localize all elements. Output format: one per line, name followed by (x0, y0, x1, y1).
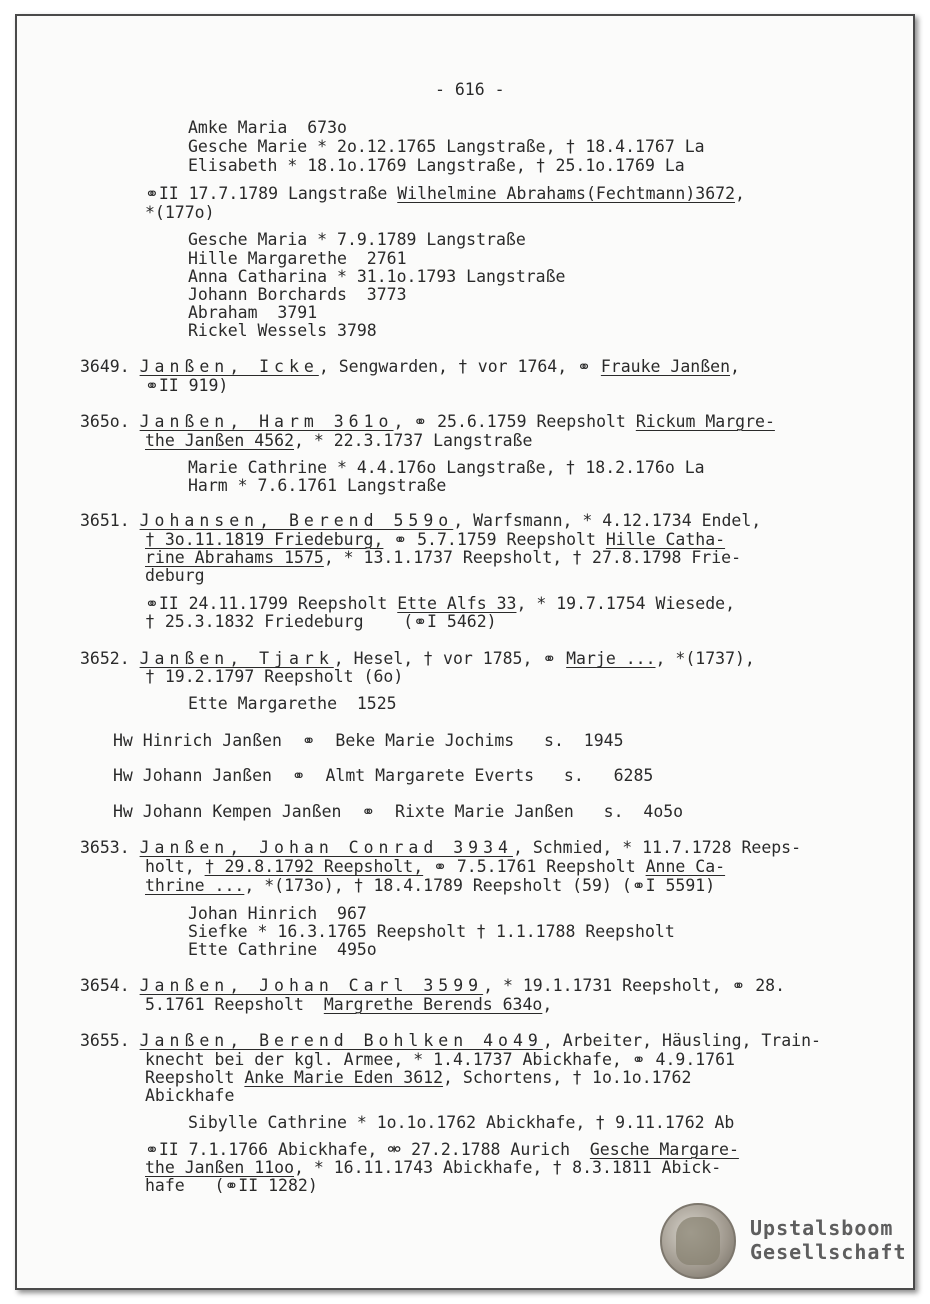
text-span: ⚭II 24.11.1799 Reepsholt (145, 594, 398, 613)
text-line: Rickel Wessels 3798 (188, 321, 377, 340)
text-span: , (542, 995, 553, 1014)
text-span: , *(1737), (655, 649, 755, 668)
text-span: , Warfsmann, * 4.12.1734 Endel, (453, 511, 762, 530)
text-line: Siefke * 16.3.1765 Reepsholt † 1.1.1788 Reepsholt (188, 922, 675, 941)
text-span: ⚭ 5.7.1759 Reepsholt (383, 530, 606, 549)
text-span: , Schmied, * 11.7.1728 Reeps- (512, 838, 802, 857)
text-line: Hw Hinrich Janßen ⚭ Beke Marie Jochims s. 1945 (113, 731, 624, 750)
logo-line-1: Upstalsboom (750, 1216, 894, 1240)
text-span: , * 19.1.1731 Reepsholt, ⚭ 28. (483, 976, 786, 995)
text-span: , * 13.1.1737 Reepsholt, † 27.8.1798 Frie- (323, 548, 742, 567)
text-line: Hw Johann Janßen ⚭ Almt Margarete Everts s. 6285 (113, 766, 654, 785)
text-line: Marie Cathrine * 4.4.176o Langstraße, † 18.2.176o La (188, 458, 705, 477)
text-span: , Hesel, † vor 1785, ⚭ (333, 649, 567, 668)
text-line (145, 431, 532, 451)
text-line: Hille Margarethe 2761 (188, 249, 407, 268)
text-line: Johann Borchards 3773 (188, 285, 407, 304)
text-line: Abraham 3791 (188, 303, 318, 322)
text-line: † 25.3.1832 Friedeburg (⚭I 5462) (145, 612, 497, 631)
text-span: , * 22.3.1737 Langstraße (294, 431, 533, 450)
text-span: holt, (145, 857, 205, 876)
text-span: 3649. (80, 357, 140, 376)
underlined-name: Hille Catha- (605, 530, 726, 549)
underlined-name: the Janßen 4562 (145, 431, 295, 450)
text-line: Ette Margarethe 1525 (188, 694, 397, 713)
text-line (145, 594, 735, 614)
text-line (145, 1068, 691, 1088)
underlined-name: Johansen, Berend 559o (139, 511, 454, 530)
logo-line-2: Gesellschaft (750, 1240, 907, 1264)
underlined-name: Gesche Margare- (589, 1140, 739, 1159)
text-span: ⚭II 17.7.1789 Langstraße (145, 184, 398, 203)
underlined-name: Janßen, Harm 361o (139, 412, 394, 431)
text-line: Johan Hinrich 967 (188, 904, 367, 923)
text-line: Anna Catharina * 31.1o.1793 Langstraße (188, 267, 566, 286)
text-line (80, 1031, 821, 1051)
text-span: ⚭ 7.5.1761 Reepsholt (423, 857, 646, 876)
underlined-name: † 3o.11.1819 Friedeburg, (145, 530, 384, 549)
text-span: , ⚭ 25.6.1759 Reepsholt (393, 412, 636, 431)
underlined-name: Margrethe Berends 634o (323, 995, 543, 1014)
text-line (145, 1158, 721, 1178)
text-span: , (735, 184, 745, 203)
text-span: 5.1761 Reepsholt (145, 995, 324, 1014)
underlined-name: † 29.8.1792 Reepsholt, (204, 857, 424, 876)
text-span: Reepsholt (145, 1068, 245, 1087)
underlined-name: the Janßen 11oo (145, 1158, 295, 1177)
text-line (145, 548, 741, 568)
text-span: , Sengwarden, † vor 1764, ⚭ (318, 357, 601, 376)
text-line: Abickhafe (145, 1086, 235, 1105)
text-span: , * 19.7.1754 Wiesede, (516, 594, 736, 613)
text-line (80, 357, 740, 377)
text-line (80, 976, 785, 996)
underlined-name: Janßen, Berend Bohlken 4o49 (139, 1031, 543, 1050)
text-line: hafe (⚭II 1282) (145, 1176, 318, 1195)
text-line: knecht bei der kgl. Armee, * 1.4.1737 Abickhafe, ⚭ 4.9.1761 (145, 1050, 735, 1069)
text-span: , Arbeiter, Häusling, Train- (542, 1031, 821, 1050)
underlined-name: Janßen, Johan Conrad 3934 (139, 838, 513, 857)
underlined-name: Ette Alfs 33 (397, 594, 517, 613)
text-span: 365o. (80, 412, 140, 431)
text-line (145, 530, 725, 550)
text-line (145, 876, 715, 896)
text-span: 3652. (80, 649, 140, 668)
text-line (80, 838, 801, 858)
text-line (80, 511, 761, 531)
underlined-name: rine Abrahams 1575 (145, 548, 324, 567)
text-span: , * 16.11.1743 Abickhafe, † 8.3.1811 Abick- (294, 1158, 722, 1177)
text-line: Harm * 7.6.1761 Langstraße (188, 476, 447, 495)
text-span: 3654. (80, 976, 140, 995)
text-line: Hw Johann Kempen Janßen ⚭ Rixte Marie Janßen s. 4o5o (113, 802, 684, 821)
underlined-name: Janßen, Icke (139, 357, 319, 376)
underlined-name: Marje ... (566, 649, 656, 668)
text-line: † 19.2.1797 Reepsholt (6o) (145, 667, 404, 686)
text-line: Ette Cathrine 495o (188, 940, 377, 959)
underlined-name: Anne Ca- (645, 857, 726, 876)
underlined-name: thrine ... (145, 876, 245, 895)
society-logo-text (750, 1216, 907, 1264)
text-line: *(177o) (145, 203, 215, 222)
text-line: Elisabeth * 18.1o.1769 Langstraße, † 25.1o.1769 La (188, 156, 685, 175)
text-line (80, 412, 775, 432)
underlined-name: Janßen, Tjark (139, 649, 334, 668)
text-line: Amke Maria 673o (188, 118, 347, 137)
underlined-name: Frauke Janßen (600, 357, 731, 376)
underlined-name: Rickum Margre- (635, 412, 775, 431)
text-span: 3651. (80, 511, 140, 530)
text-line (80, 649, 755, 669)
text-span: , Schortens, † 1o.1o.1762 (443, 1068, 692, 1087)
text-line: Gesche Marie * 2o.12.1765 Langstraße, † 18.4.1767 La (188, 137, 705, 156)
text-line: Sibylle Cathrine * 1o.1o.1762 Abickhafe, † 9.11.1762 Ab (188, 1113, 735, 1132)
text-span: 3655. (80, 1031, 140, 1050)
text-line: deburg (145, 566, 205, 585)
underlined-name: Janßen, Johan Carl 3599 (139, 976, 484, 995)
text-span: , *(173o), † 18.4.1789 Reepsholt (59) (⚭I 5591) (244, 876, 716, 895)
upstalsboom-seal-logo (660, 1203, 736, 1279)
text-line: ⚭II 919) (145, 376, 229, 395)
text-line: Gesche Maria * 7.9.1789 Langstraße (188, 230, 526, 249)
underlined-name: Wilhelmine Abrahams(Fechtmann)3672 (397, 184, 736, 203)
text-line (145, 995, 552, 1015)
underlined-name: Anke Marie Eden 3612 (244, 1068, 444, 1087)
text-line (145, 857, 725, 877)
text-span: ⚭II 7.1.1766 Abickhafe, ⚮ 27.2.1788 Aurich (145, 1140, 590, 1159)
text-span: , (730, 357, 740, 376)
text-line (145, 184, 745, 204)
text-span: 3653. (80, 838, 140, 857)
page-number: - 616 - (435, 80, 505, 99)
text-line (145, 1140, 739, 1160)
